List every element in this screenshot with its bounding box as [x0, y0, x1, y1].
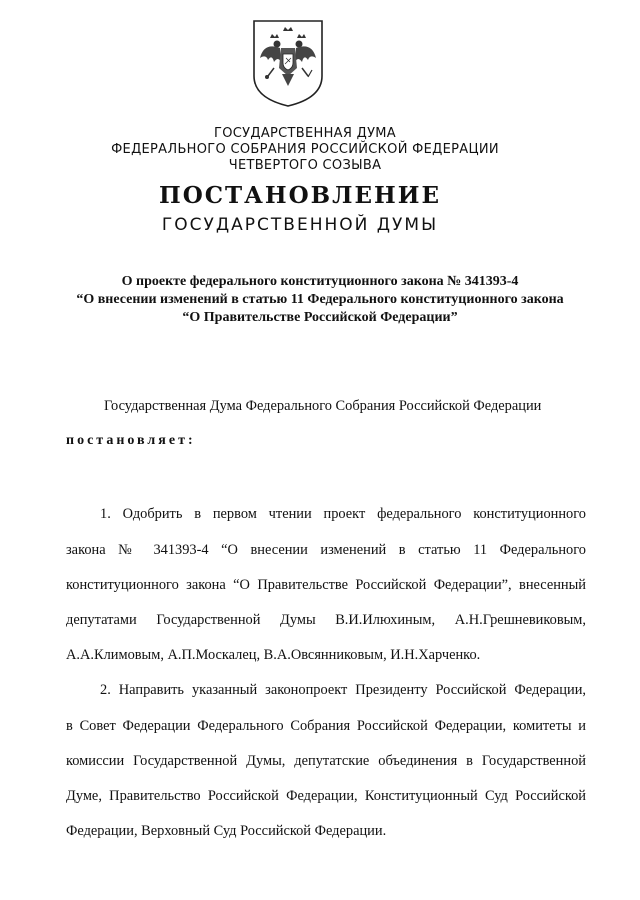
item2-line-1: 2. Направить указанный законопроект Президенту Российской Федерации,: [100, 682, 586, 698]
bill-title: [0, 273, 640, 327]
item2-line-4: Думе, Правительство Российской Федерации, Конституционный Суд Российской: [66, 788, 586, 804]
coat-of-arms-emblem: [250, 18, 326, 108]
document-title: ПОСТАНОВЛЕНИЕ: [159, 182, 441, 209]
bill-title-line-2: “О внесении изменений в статью 11 Федерального конституционного закона: [76, 292, 564, 307]
item2-line-5: Федерации, Верховный Суд Российской Федерации.: [66, 823, 387, 839]
item1-line-2: закона № 341393-4 “О внесении изменений в статью 11 Федерального: [66, 542, 586, 558]
item1-line-5: А.А.Климовым, А.П.Москалец, В.А.Овсянниковым, И.Н.Харченко.: [66, 647, 481, 663]
item1-line-4: депутатами Государственной Думы В.И.Илюхиным, А.Н.Грешневиковым,: [66, 612, 586, 628]
bill-title-line-1: О проекте федерального конституционного закона № 341393-4: [121, 274, 519, 289]
item1-line-3: конституционного закона “О Правительстве Российской Федерации”, внесенный: [66, 577, 586, 593]
preamble-line-1: Государственная Дума Федерального Собрания Российской Федерации: [104, 398, 542, 414]
header-line-1: ГОСУДАРСТВЕННАЯ ДУМА: [214, 126, 396, 141]
header-line-3: ЧЕТВЕРТОГО СОЗЫВА: [228, 158, 382, 173]
bill-title-line-3: “О Правительстве Российской Федерации”: [182, 310, 458, 325]
parliament-header: [0, 126, 610, 174]
item1-line-1: 1. Одобрить в первом чтении проект федерального конституционного: [100, 506, 586, 522]
preamble-resolves: постановляет:: [66, 433, 196, 448]
item2-line-2: в Совет Федерации Федерального Собрания Российской Федерации, комитеты и: [66, 718, 586, 734]
item2-line-3: комиссии Государственной Думы, депутатские объединения в Государственной: [66, 753, 586, 769]
document-subtitle: ГОСУДАРСТВЕННОЙ ДУМЫ: [161, 215, 439, 235]
header-line-2: ФЕДЕРАЛЬНОГО СОБРАНИЯ РОССИЙСКОЙ ФЕДЕРАЦИИ: [111, 142, 499, 157]
